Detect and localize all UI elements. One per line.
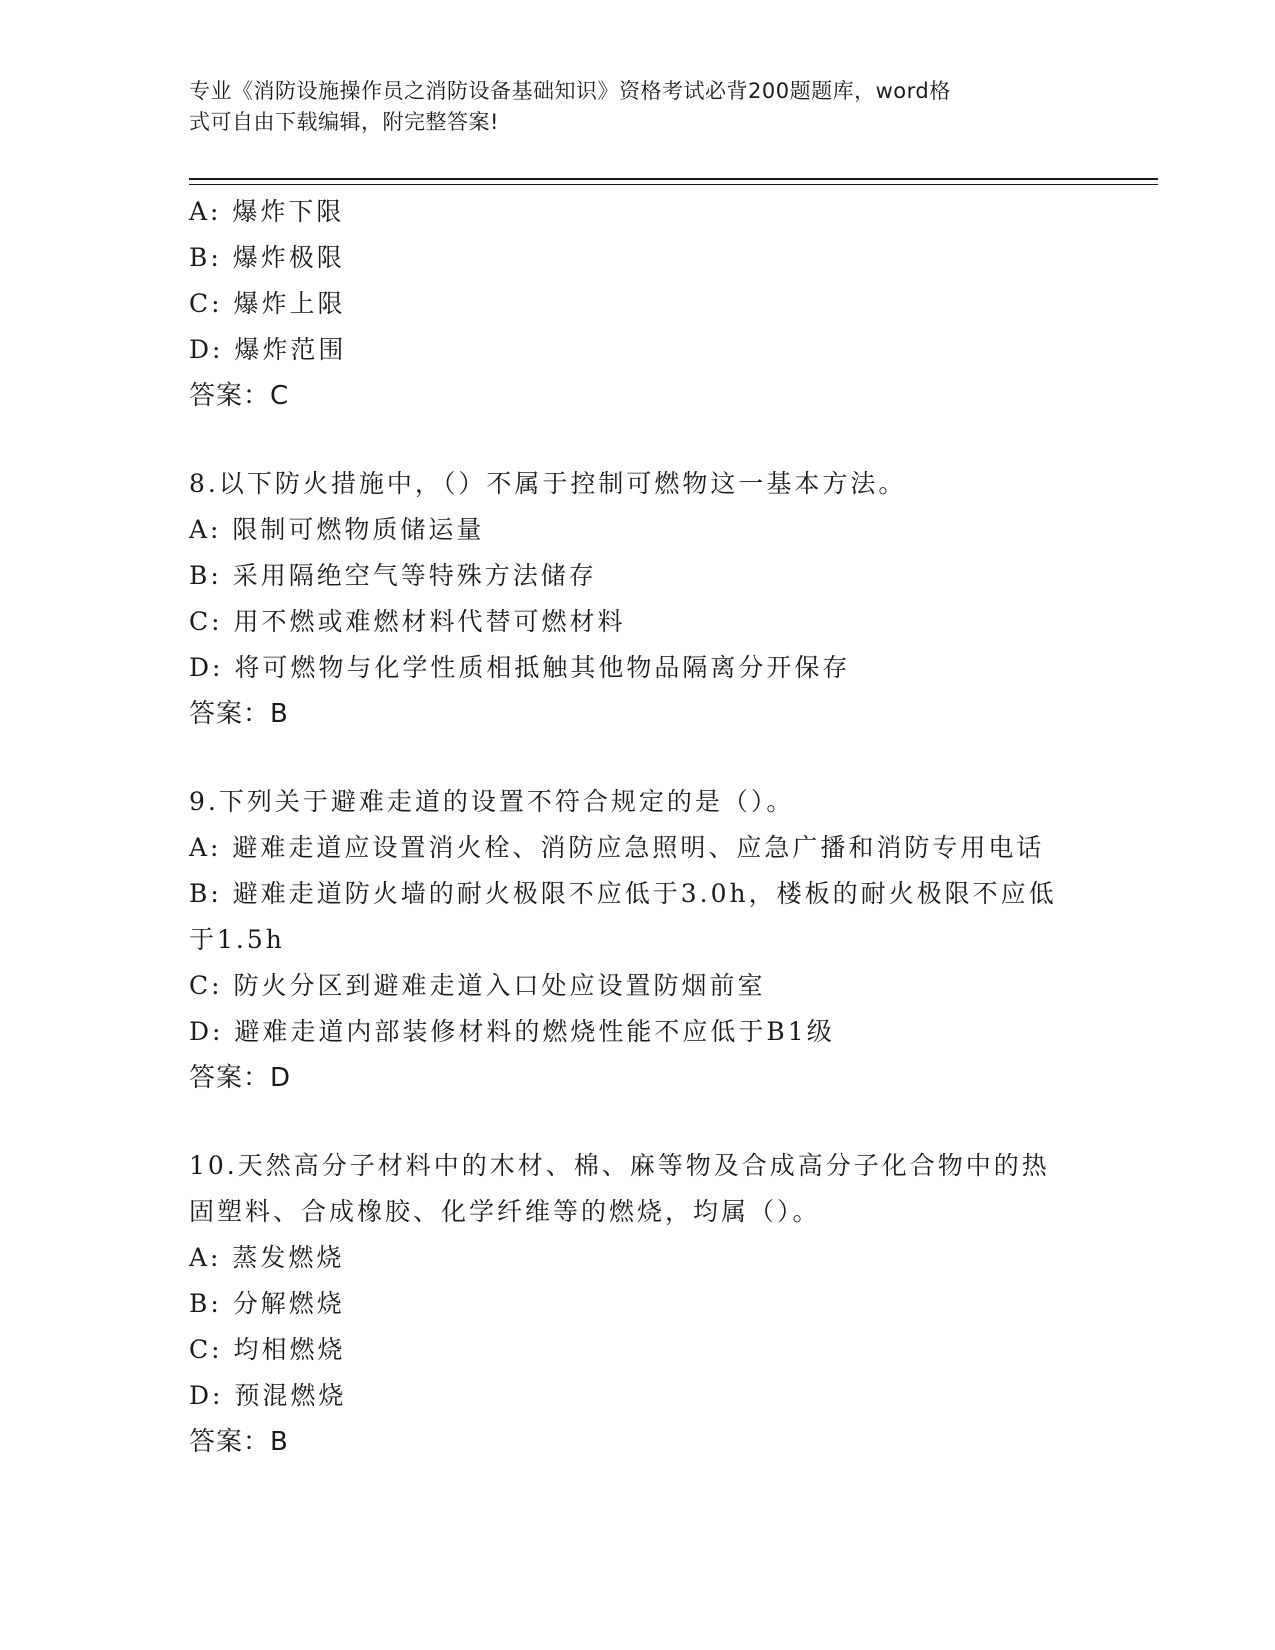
header-line-1: 专业《消防设施操作员之消防设备基础知识》资格考试必背200题题库，word格: [189, 79, 951, 103]
q7-option-a: A: 爆炸下限: [189, 197, 345, 226]
spacer: [189, 737, 1089, 779]
question-list: [189, 189, 1089, 1465]
q8-option-a: A: 限制可燃物质储运量: [189, 515, 485, 544]
question-10-block: [189, 1143, 1089, 1465]
header-line-2: 式可自由下载编辑，附完整答案!: [189, 110, 499, 134]
q9-answer: 答案：D: [189, 1063, 292, 1093]
q9-option-b-line-1: B: 避难走道防火墙的耐火极限不应低于3.0h，楼板的耐火极限不应低: [189, 879, 1057, 908]
q9-option-d: D: 避难走道内部装修材料的燃烧性能不应低于B1级: [189, 1017, 835, 1046]
q7-answer: 答案：C: [189, 381, 290, 411]
q9-option-c: C: 防火分区到避难走道入口处应设置防烟前室: [189, 971, 766, 1000]
question-9-block: [189, 779, 1089, 1101]
q8-option-c: C: 用不燃或难燃材料代替可燃材料: [189, 607, 626, 636]
q10-answer: 答案：B: [189, 1427, 289, 1457]
q7-option-c: C: 爆炸上限: [189, 289, 346, 318]
q9-option-a: A: 避难走道应设置消火栓、消防应急照明、应急广播和消防专用电话: [189, 833, 1045, 862]
q8-question: 8.以下防火措施中，（）不属于控制可燃物这一基本方法。: [189, 469, 907, 498]
q7-option-d: D: 爆炸范围: [189, 335, 347, 364]
document-header: [189, 76, 1069, 138]
q10-question-line-1: 10.天然高分子材料中的木材、棉、麻等物及合成高分子化合物中的热: [189, 1151, 1050, 1180]
q9-question: 9.下列关于避难走道的设置不符合规定的是（）。: [189, 787, 795, 816]
q9-option-b-line-2: 于1.5h: [189, 925, 285, 954]
q10-option-a: A: 蒸发燃烧: [189, 1243, 345, 1272]
spacer: [189, 419, 1089, 461]
q10-question-line-2: 固塑料、合成橡胶、化学纤维等的燃烧，均属（）。: [189, 1197, 821, 1226]
header-divider-thin: [189, 184, 1158, 185]
q10-option-c: C: 均相燃烧: [189, 1335, 346, 1364]
q8-answer: 答案：B: [189, 699, 289, 729]
spacer: [189, 1101, 1089, 1143]
q10-option-d: D: 预混燃烧: [189, 1381, 347, 1410]
question-8-block: [189, 461, 1089, 737]
q8-option-b: B: 采用隔绝空气等特殊方法储存: [189, 561, 597, 590]
q10-option-b: B: 分解燃烧: [189, 1289, 345, 1318]
question-7-block: [189, 189, 1089, 419]
header-divider-thick: [189, 178, 1158, 180]
q7-option-b: B: 爆炸极限: [189, 243, 345, 272]
q8-option-d: D: 将可燃物与化学性质相抵触其他物品隔离分开保存: [189, 653, 851, 682]
